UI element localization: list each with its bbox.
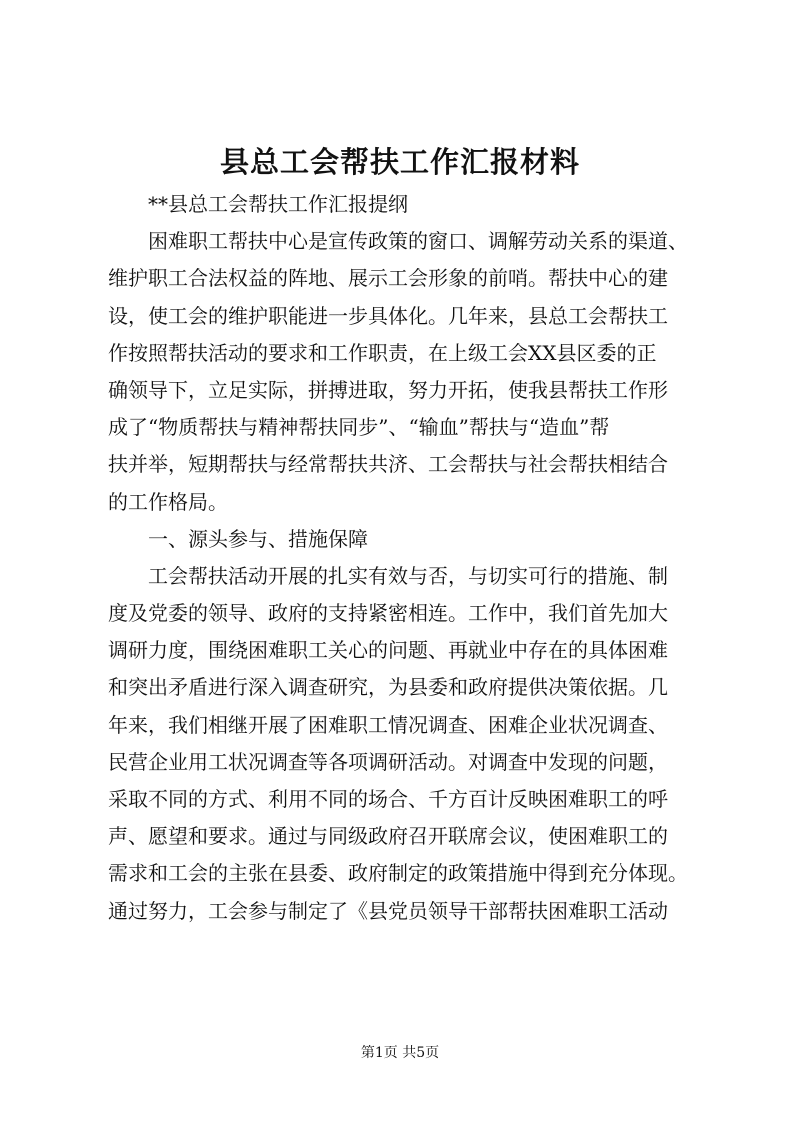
- text-line: 的工作格局。: [108, 489, 228, 514]
- text-line: 和突出矛盾进行深入调查研究，为县委和政府提供决策依据。几: [108, 675, 668, 700]
- text-line: 作按照帮扶活动的要求和工作职责，在上级工会XX县区委的正: [108, 340, 657, 365]
- text-line: 设，使工会的维护职能进一步具体化。几年来，县总工会帮扶工: [108, 303, 668, 328]
- document-body: [108, 186, 708, 930]
- text-line: 需求和工会的主张在县委、政府制定的政策措施中得到充分体现。: [108, 861, 688, 886]
- text-line: 调研力度，围绕困难职工关心的问题、再就业中存在的具体困难: [108, 638, 668, 663]
- page-number: 第1页 共5页: [360, 1045, 440, 1061]
- document-title: 县总工会帮扶工作汇报材料: [219, 145, 580, 179]
- text-line: 维护职工合法权益的阵地、展示工会形象的前哨。帮扶中心的建: [108, 266, 668, 291]
- section-heading: 一、源头参与、措施保障: [148, 526, 368, 551]
- text-line: 声、愿望和要求。通过与同级政府召开联席会议，使困难职工的: [108, 824, 668, 849]
- text-line: 成了“物质帮扶与精神帮扶同步”、“输血”帮扶与“造血”帮: [108, 415, 610, 440]
- text-line: 困难职工帮扶中心是宣传政策的窗口、调解劳动关系的渠道、: [148, 229, 688, 254]
- text-line: 扶并举，短期帮扶与经常帮扶共济、工会帮扶与社会帮扶相结合: [108, 452, 668, 477]
- text-line: 采取不同的方式、利用不同的场合、千方百计反映困难职工的呼: [108, 787, 668, 811]
- text-line: 年来，我们相继开展了困难职工情况调查、困难企业状况调查、: [108, 712, 668, 737]
- text-line: 确领导下，立足实际，拼搏进取，努力开拓，使我县帮扶工作形: [108, 377, 668, 402]
- subtitle-line: **县总工会帮扶工作汇报提纲: [148, 192, 408, 216]
- text-line: 工会帮扶活动开展的扎实有效与否，与切实可行的措施、制: [148, 563, 668, 588]
- text-line: 度及党委的领导、政府的支持紧密相连。工作中，我们首先加大: [108, 601, 668, 626]
- text-line: 民营企业用工状况调查等各项调研活动。对调查中发现的问题，: [108, 749, 668, 774]
- text-line: 通过努力，工会参与制定了《县党员领导干部帮扶困难职工活动: [108, 898, 668, 923]
